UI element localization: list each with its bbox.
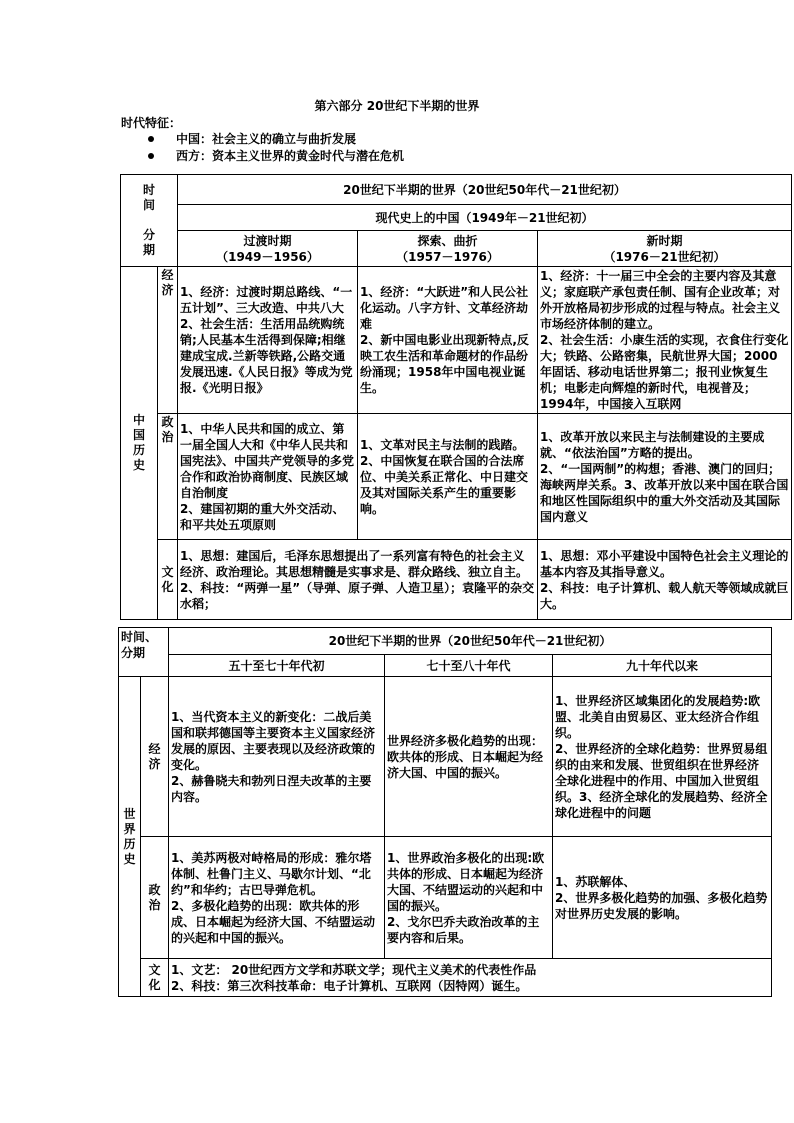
table-cell: 1、经济：十一届三中全会的主要内容及其意义；家庭联产承包责任制、国有企业改革；对外开放格局初步形成的过程与特点。社会主义市场经济体制的建立。 2、社会生活：小康生活的实现，衣食住行变化大；铁路、公路密集，民航世界大国；2000年固话、移动电话世界第二；报刊业恢复生机；电影走向辉煌的新时代，电视普及；1994年，中国接入互联网 <box>538 267 792 414</box>
row-label-economy: 经 济 <box>158 267 178 414</box>
table2-corner: 时间、 分期 <box>119 628 169 677</box>
row-label-culture: 文 化 <box>141 959 169 997</box>
china-history-table <box>120 174 792 620</box>
table-cell: 1、世界政治多极化的出现:欧共体的形成、日本崛起为经济大国、不结盟运动的兴起和中国的振兴。 2、戈尔巴乔夫政治改革的主要内容和后果。 <box>385 837 553 959</box>
table1-header-sub: 现代史上的中国（1949年－21世纪初） <box>178 205 792 231</box>
era-label: 时代特征： <box>121 116 182 130</box>
table1-row-group: 中 国 历 史 <box>121 267 158 620</box>
row-label-economy: 经 济 <box>141 677 169 837</box>
row-label-politics: 政 治 <box>141 837 169 959</box>
era-point-china: 中国：社会主义的确立与曲折发展 <box>148 130 356 147</box>
table1-period: 探索、曲折 （1957－1976） <box>358 231 538 267</box>
page-title: 第六部分 20世纪下半期的世界 <box>314 99 480 113</box>
table1-header-main: 20世纪下半期的世界（20世纪50年代－21世纪初） <box>178 175 792 205</box>
table-cell: 1、经济：过渡时期总路线、“一五计划”、三大改造、中共八大 2、社会生活：生活用品统购统销;人民基本生活得到保障;相继建成宝成.兰新等铁路,公路交通发展迅速.《人民日报》等成为党报.《光明日报》 <box>178 267 358 414</box>
table-cell: 1、经济：“大跃进”和人民公社化运动。八字方针、文革经济劫难 2、新中国电影业出现新特点,反映工农生活和革命题材的作品纷纷涌现；1958年中国电视业诞生。 <box>358 267 538 414</box>
table2-row-group: 世 界 历 史 <box>119 677 141 997</box>
table1-period: 过渡时期 （1949－1956） <box>178 231 358 267</box>
table-cell: 1、思想：建国后，毛泽东思想提出了一系列富有特色的社会主义经济、政治理论。其思想精髓是实事求是、群众路线、独立自主。 2、科技：“两弹一星”（导弹、原子弹、人造卫星）；袁隆平的杂交水稻； <box>178 540 538 620</box>
table2-period: 七十至八十年代 <box>385 655 553 677</box>
table1-period: 新时期 （1976－21世纪初） <box>538 231 792 267</box>
table-cell: 1、当代资本主义的新变化：二战后美国和联邦德国等主要资本主义国家经济发展的原因、主要表现以及经济政策的变化。 2、赫鲁晓夫和勃列日涅夫改革的主要内容。 <box>169 677 385 837</box>
table-cell: 1、思想：邓小平建设中国特色社会主义理论的基本内容及其指导意义。 2、科技：电子计算机、载人航天等领域成就巨大。 <box>538 540 792 620</box>
table-cell: 1、苏联解体、 2、世界多极化趋势的加强、多极化趋势对世界历史发展的影响。 <box>553 837 772 959</box>
row-label-culture: 文 化 <box>158 540 178 620</box>
table-cell: 1、世界经济区域集团化的发展趋势:欧盟、北美自由贸易区、亚太经济合作组织。 2、世界经济的全球化趋势：世界贸易组织的由来和发展、世贸组织在世界经济全球化进程中的作用、中国加入世贸组织。3、经济全球化的发展趋势、经济全球化进程中的问题 <box>553 677 772 837</box>
table1-corner <box>121 175 178 267</box>
table1-corner-text: 时 间 分 期 <box>143 183 156 257</box>
table-cell: 1、中华人民共和国的成立、第一届全国人大和《中华人民共和国宪法》、中国共产党领导的多党合作和政治协商制度、民族区域自治制度 2、建国初期的重大外交活动、和平共处五项原则 <box>178 414 358 540</box>
table-cell: 1、文革对民主与法制的践踏。 2、中国恢复在联合国的合法席位、中美关系正常化、中日建交及其对国际关系产生的重要影响。 <box>358 414 538 540</box>
table-cell: 世界经济多极化趋势的出现：欧共体的形成、日本崛起为经济大国、中国的振兴。 <box>385 677 553 837</box>
table2-period: 五十至七十年代初 <box>169 655 385 677</box>
world-history-table <box>118 627 772 997</box>
table-cell: 1、美苏两极对峙格局的形成：雅尔塔体制、杜鲁门主义、马歇尔计划、“北约”和华约；古巴导弹危机。 2、多极化趋势的出现：欧共体的形成、日本崛起为经济大国、不结盟运动的兴起和中国的振兴。 <box>169 837 385 959</box>
row-label-politics: 政 治 <box>158 414 178 540</box>
table2-period: 九十年代以来 <box>553 655 772 677</box>
bullet-icon <box>148 153 154 159</box>
table-cell: 1、改革开放以来民主与法制建设的主要成就、“依法治国”方略的提出。 2、“一国两制”的构想；香港、澳门的回归；海峡两岸关系。3、改革开放以来中国在联合国和地区性国际组织中的重大外交活动及其国际国内意义 <box>538 414 792 540</box>
table-cell: 1、文艺： 20世纪西方文学和苏联文学；现代主义美术的代表性作品 2、科技：第三次科技革命：电子计算机、互联网（因特网）诞生。 <box>169 959 772 997</box>
bullet-icon <box>148 136 154 142</box>
table2-header-main: 20世纪下半期的世界（20世纪50年代－21世纪初） <box>169 628 772 655</box>
era-point-west: 西方：资本主义世界的黄金时代与潜在危机 <box>148 147 404 164</box>
